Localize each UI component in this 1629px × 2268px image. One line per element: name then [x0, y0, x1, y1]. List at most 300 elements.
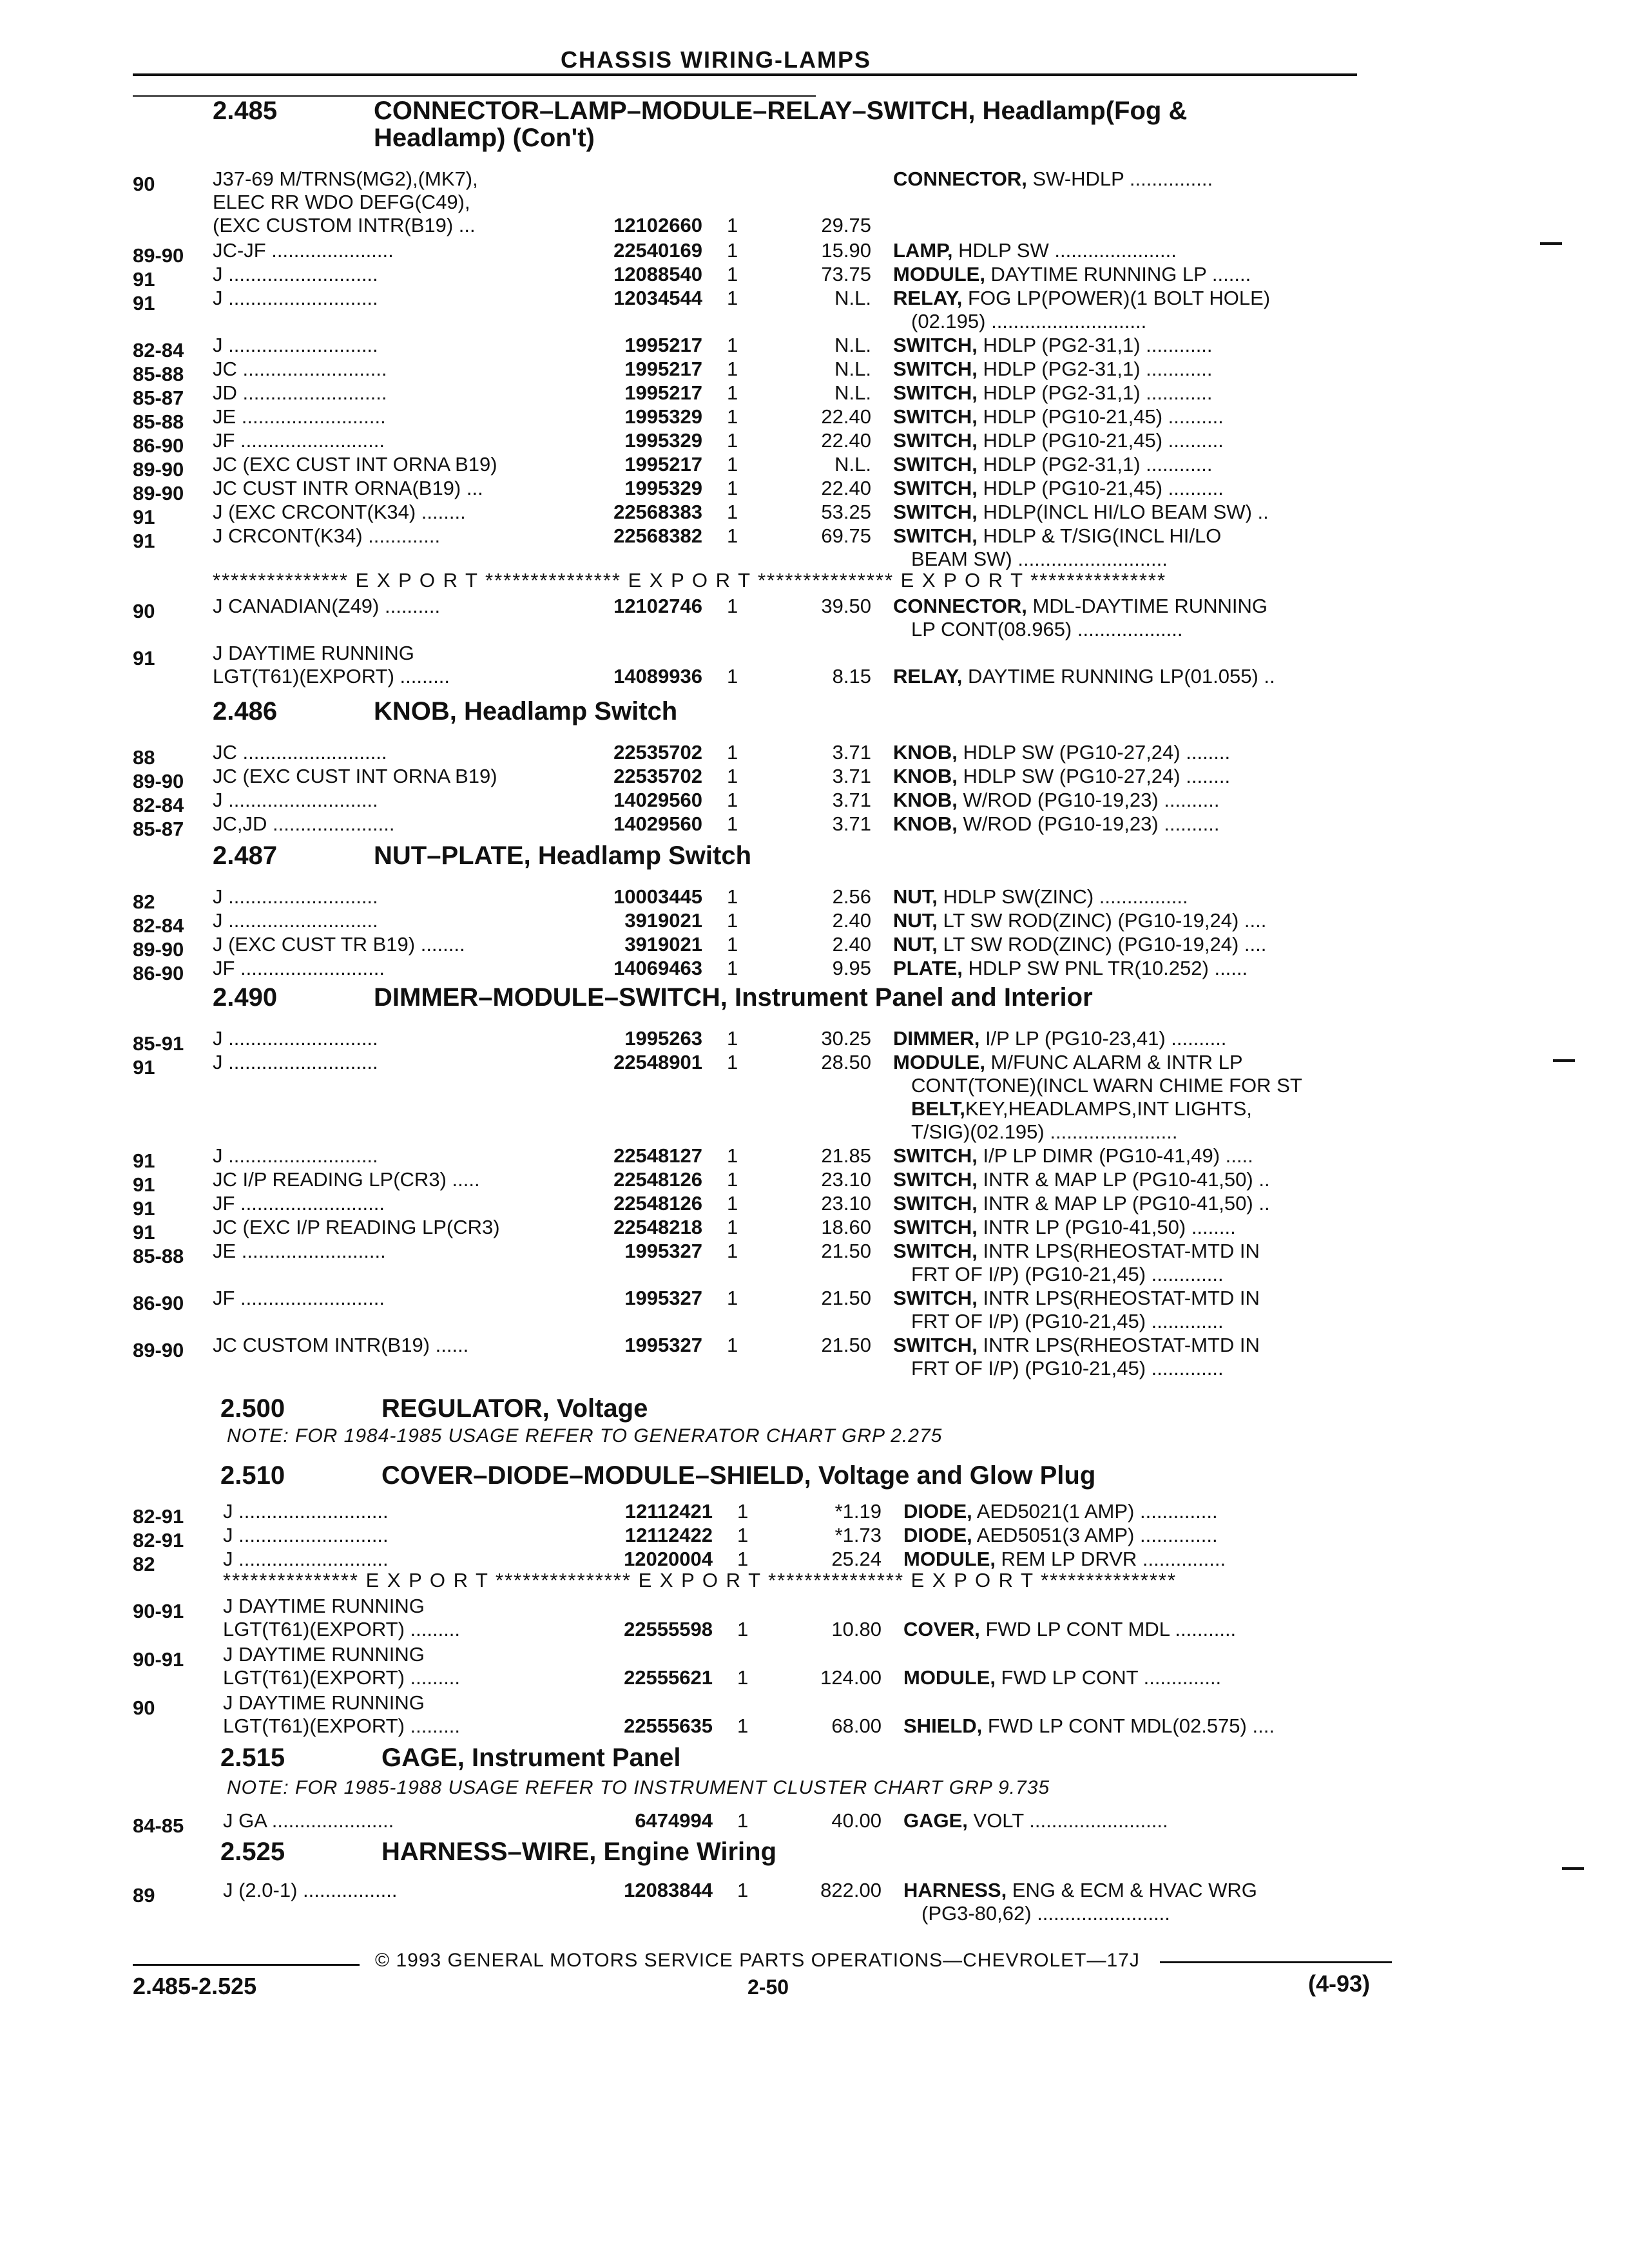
model-code: J ...........................: [213, 1051, 378, 1073]
part-description: MODULE, M/FUNC ALARM & INTR LP: [893, 1051, 1243, 1073]
part-description: KNOB, W/ROD (PG10-19,23) ..........: [893, 812, 1220, 835]
price: 28.50: [821, 1051, 871, 1073]
quantity: 1: [727, 214, 738, 236]
part-number: 1995327: [624, 1334, 702, 1356]
price: N.L.: [834, 453, 871, 476]
model-year: 82-91: [133, 1529, 184, 1552]
quantity: 1: [727, 957, 738, 979]
part-row: [0, 334, 1629, 361]
quantity: 1: [727, 429, 738, 452]
part-number: 22555635: [624, 1715, 713, 1737]
quantity: 1: [727, 1168, 738, 1191]
price: 73.75: [821, 263, 871, 285]
part-number: 1995327: [624, 1287, 702, 1309]
quantity: 1: [727, 1192, 738, 1215]
part-row: [0, 1334, 1629, 1380]
part-description: SWITCH, INTR & MAP LP (PG10-41,50) ..: [893, 1168, 1270, 1191]
model-year: 82-84: [133, 794, 184, 816]
quantity: 1: [727, 1027, 738, 1050]
model-code: JC-JF ......................: [213, 239, 394, 262]
model-code: J ...........................: [213, 1144, 378, 1167]
quantity: 1: [727, 789, 738, 811]
part-row: [0, 263, 1629, 291]
quantity: 1: [737, 1809, 749, 1832]
part-row: [0, 642, 1629, 688]
part-number: 1995217: [624, 358, 702, 380]
part-number: 22555598: [624, 1618, 713, 1640]
part-number: 1995217: [624, 334, 702, 356]
footer-page-range: 2.485-2.525: [133, 1973, 257, 1999]
part-description: SWITCH, INTR LP (PG10-41,50) ........: [893, 1216, 1236, 1238]
part-description: (02.195) ............................: [911, 310, 1147, 332]
header-rule: [133, 73, 1357, 76]
quantity: 1: [737, 1618, 749, 1640]
model-code: J (EXC CRCONT(K34) ........: [213, 501, 466, 523]
part-row: [0, 453, 1629, 481]
model-year: 85-87: [133, 387, 184, 409]
price: 22.40: [821, 429, 871, 452]
part-row: [0, 933, 1629, 961]
part-description: KNOB, W/ROD (PG10-19,23) ..........: [893, 789, 1220, 811]
part-number: 14029560: [613, 789, 702, 811]
quantity: 1: [727, 1334, 738, 1356]
quantity: 1: [727, 263, 738, 285]
model-year: 90-91: [133, 1648, 184, 1671]
section-title: COVER–DIODE–MODULE–SHIELD, Voltage and Glow Plug: [381, 1461, 1096, 1490]
model-year: 88: [133, 746, 155, 769]
part-row: [0, 1144, 1629, 1172]
quantity: 1: [727, 1240, 738, 1262]
model-code: J CANADIAN(Z49) ..........: [213, 595, 441, 617]
quantity: 1: [727, 885, 738, 908]
part-description: RELAY, FOG LP(POWER)(1 BOLT HOLE): [893, 287, 1271, 309]
part-number: 1995217: [624, 381, 702, 404]
part-number: 14089936: [613, 665, 702, 687]
model-code: JC CUST INTR ORNA(B19) ...: [213, 477, 483, 499]
section-title: GAGE, Instrument Panel: [381, 1744, 681, 1772]
part-row: [0, 1879, 1629, 1925]
model-code: J ...........................: [213, 789, 378, 811]
model-year: 91: [133, 1056, 155, 1079]
model-year: 82-84: [133, 914, 184, 937]
part-number: 1995329: [624, 429, 702, 452]
price: 22.40: [821, 405, 871, 428]
price: 15.90: [821, 239, 871, 262]
model-code: J ...........................: [213, 263, 378, 285]
part-row: [0, 1216, 1629, 1244]
price: N.L.: [834, 334, 871, 356]
model-year: 89-90: [133, 938, 184, 961]
model-code: J DAYTIME RUNNING: [213, 642, 414, 664]
section-number: 2.487: [213, 841, 278, 870]
model-code: JD ..........................: [213, 381, 387, 404]
part-description: SWITCH, HDLP(INCL HI/LO BEAM SW) ..: [893, 501, 1269, 523]
part-row: [0, 1500, 1629, 1528]
quantity: 1: [727, 239, 738, 262]
model-year: 91: [133, 530, 155, 552]
section-title: DIMMER–MODULE–SWITCH, Instrument Panel and Interior: [374, 983, 1093, 1012]
quantity: 1: [737, 1500, 749, 1523]
quantity: 1: [727, 1051, 738, 1073]
part-number: 22568383: [613, 501, 702, 523]
model-year: 89-90: [133, 244, 184, 267]
footer-revision-date: (4-93): [1308, 1970, 1371, 1997]
part-row: [0, 501, 1629, 528]
part-row: [0, 812, 1629, 840]
part-row: [0, 524, 1629, 571]
part-description: SHIELD, FWD LP CONT MDL(02.575) ....: [903, 1715, 1275, 1737]
section-number: 2.486: [213, 697, 278, 726]
quantity: 1: [727, 405, 738, 428]
footer-copyright: © 1993 GENERAL MOTORS SERVICE PARTS OPERATIONS—CHEVROLET—17J: [375, 1950, 1140, 1971]
model-code: LGT(T61)(EXPORT) .........: [213, 665, 450, 687]
part-row: [0, 909, 1629, 937]
quantity: 1: [727, 812, 738, 835]
model-year: 86-90: [133, 434, 184, 457]
price: 69.75: [821, 524, 871, 547]
model-code: JE ..........................: [213, 405, 386, 428]
price: 18.60: [821, 1216, 871, 1238]
quantity: 1: [727, 524, 738, 547]
part-description: CONNECTOR, MDL-DAYTIME RUNNING: [893, 595, 1268, 617]
part-description: SWITCH, HDLP & T/SIG(INCL HI/LO: [893, 524, 1222, 547]
price: *1.73: [834, 1524, 882, 1546]
part-row: [0, 1027, 1629, 1055]
model-year: 90-91: [133, 1600, 184, 1622]
price: 22.40: [821, 477, 871, 499]
model-year: 91: [133, 647, 155, 669]
part-description: SWITCH, HDLP (PG10-21,45) ..........: [893, 429, 1224, 452]
section-number: 2.490: [213, 983, 278, 1012]
part-description: KNOB, HDLP SW (PG10-27,24) ........: [893, 765, 1231, 787]
quantity: 1: [727, 909, 738, 932]
model-code: J ...........................: [223, 1548, 389, 1570]
model-code: J DAYTIME RUNNING: [223, 1643, 425, 1666]
part-number: 6474994: [635, 1809, 713, 1832]
price: 9.95: [832, 957, 871, 979]
part-number: 3919021: [624, 933, 702, 956]
quantity: 1: [727, 595, 738, 617]
model-code: JF ..........................: [213, 957, 385, 979]
price: 21.50: [821, 1240, 871, 1262]
margin-mark: [1540, 242, 1562, 245]
part-number: 22548901: [613, 1051, 702, 1073]
model-code: JC ..........................: [213, 358, 387, 380]
part-description: SWITCH, HDLP (PG10-21,45) ..........: [893, 477, 1224, 499]
quantity: 1: [727, 933, 738, 956]
model-year: 82-84: [133, 339, 184, 361]
model-code: JF ..........................: [213, 429, 385, 452]
price: 3.71: [832, 789, 871, 811]
model-year: 85-91: [133, 1032, 184, 1055]
quantity: 1: [737, 1548, 749, 1570]
model-year: 91: [133, 1221, 155, 1244]
part-number: 14029560: [613, 812, 702, 835]
price: 39.50: [821, 595, 871, 617]
part-number: 22535702: [613, 765, 702, 787]
part-number: 12088540: [613, 263, 702, 285]
section-note: NOTE: FOR 1985-1988 USAGE REFER TO INSTRUMENT CLUSTER CHART GRP 9.735: [227, 1777, 1050, 1798]
price: N.L.: [834, 358, 871, 380]
part-row: [0, 1168, 1629, 1196]
part-number: 22568382: [613, 524, 702, 547]
part-number: 12112421: [624, 1500, 713, 1523]
model-code: J ...........................: [213, 885, 378, 908]
section-title: REGULATOR, Voltage: [381, 1394, 648, 1423]
part-row: [0, 1287, 1629, 1333]
model-code: J GA ......................: [223, 1809, 394, 1832]
model-year: 91: [133, 1149, 155, 1172]
part-number: 22548218: [613, 1216, 702, 1238]
model-code: J37-69 M/TRNS(MG2),(MK7),: [213, 168, 478, 190]
quantity: 1: [727, 741, 738, 764]
model-year: 89-90: [133, 770, 184, 793]
export-separator: *************** E X P O R T *************** E X P O R T *************** E X P O R T ***************: [223, 1569, 1177, 1591]
model-year: 82: [133, 890, 155, 913]
model-code: J ...........................: [213, 1027, 378, 1050]
part-number: 22548126: [613, 1192, 702, 1215]
quantity: 1: [737, 1879, 749, 1901]
model-year: 82: [133, 1553, 155, 1575]
quantity: 1: [727, 358, 738, 380]
part-number: 22548127: [613, 1144, 702, 1167]
model-year: 90: [133, 600, 155, 622]
part-row: [0, 885, 1629, 913]
model-code: J (2.0-1) .................: [223, 1879, 398, 1901]
part-description: HARNESS, ENG & ECM & HVAC WRG: [903, 1879, 1257, 1901]
price: 21.85: [821, 1144, 871, 1167]
part-row: [0, 1240, 1629, 1286]
model-code: J DAYTIME RUNNING: [223, 1691, 425, 1714]
quantity: 1: [727, 1144, 738, 1167]
part-row: [0, 1643, 1629, 1689]
model-year: 85-88: [133, 363, 184, 385]
model-year: 86-90: [133, 1292, 184, 1314]
part-description: LP CONT(08.965) ...................: [911, 618, 1183, 640]
model-year: 85-88: [133, 410, 184, 433]
price: 3.71: [832, 765, 871, 787]
model-code: (EXC CUSTOM INTR(B19) ...: [213, 214, 476, 236]
part-row: [0, 957, 1629, 985]
quantity: 1: [727, 287, 738, 309]
model-code: JF ..........................: [213, 1287, 385, 1309]
quantity: 1: [727, 381, 738, 404]
part-number: 12112422: [624, 1524, 713, 1546]
model-code: JC CUSTOM INTR(B19) ......: [213, 1334, 469, 1356]
part-description: FRT OF I/P) (PG10-21,45) .............: [911, 1357, 1224, 1379]
part-description: SWITCH, I/P LP DIMR (PG10-41,49) .....: [893, 1144, 1253, 1167]
part-number: 12102746: [613, 595, 702, 617]
part-description: SWITCH, INTR LPS(RHEOSTAT-MTD IN: [893, 1240, 1260, 1262]
part-row: [0, 595, 1629, 641]
price: 25.24: [831, 1548, 882, 1570]
part-number: 12083844: [624, 1879, 713, 1901]
model-year: 89-90: [133, 1339, 184, 1361]
part-row: [0, 1809, 1629, 1837]
quantity: 1: [727, 1287, 738, 1309]
model-code: JC I/P READING LP(CR3) .....: [213, 1168, 480, 1191]
part-description: NUT, LT SW ROD(ZINC) (PG10-19,24) ....: [893, 933, 1267, 956]
footer-rule-right: [1160, 1961, 1392, 1963]
price: 822.00: [820, 1879, 882, 1901]
part-description: MODULE, REM LP DRVR ...............: [903, 1548, 1226, 1570]
model-year: 91: [133, 268, 155, 291]
section-number: 2.485: [213, 97, 278, 125]
part-row: [0, 789, 1629, 816]
price: 2.56: [832, 885, 871, 908]
part-description: NUT, HDLP SW(ZINC) ................: [893, 885, 1188, 908]
part-row: [0, 1595, 1629, 1641]
part-description: SWITCH, HDLP (PG2-31,1) ............: [893, 381, 1213, 404]
part-row: [0, 168, 1629, 237]
model-year: 91: [133, 1173, 155, 1196]
part-row: [0, 1691, 1629, 1738]
export-separator: *************** E X P O R T *************** E X P O R T *************** E X P O R T ***************: [213, 569, 1167, 591]
part-number: 12102660: [613, 214, 702, 236]
price: 8.15: [832, 665, 871, 687]
price: 23.10: [821, 1168, 871, 1191]
part-description: (PG3-80,62) ........................: [921, 1902, 1170, 1925]
section-title-cont: Headlamp) (Con't): [374, 124, 595, 152]
part-description: BEAM SW) ...........................: [911, 548, 1168, 570]
quantity: 1: [737, 1715, 749, 1737]
model-year: 85-87: [133, 818, 184, 840]
price: 2.40: [832, 909, 871, 932]
part-description: MODULE, DAYTIME RUNNING LP .......: [893, 263, 1251, 285]
price: 2.40: [832, 933, 871, 956]
quantity: 1: [727, 665, 738, 687]
part-description: SWITCH, INTR LPS(RHEOSTAT-MTD IN: [893, 1287, 1260, 1309]
model-code: JC (EXC CUST INT ORNA B19): [213, 453, 497, 476]
section-number: 2.515: [220, 1744, 285, 1772]
part-description: SWITCH, HDLP (PG2-31,1) ............: [893, 358, 1213, 380]
part-description: SWITCH, HDLP (PG2-31,1) ............: [893, 453, 1213, 476]
model-code: J ...........................: [213, 334, 378, 356]
model-code: JC (EXC CUST INT ORNA B19): [213, 765, 497, 787]
model-code: JE ..........................: [213, 1240, 386, 1262]
part-number: 10003445: [613, 885, 702, 908]
part-number: 1995327: [624, 1240, 702, 1262]
part-row: [0, 765, 1629, 793]
quantity: 1: [727, 477, 738, 499]
part-description: BELT,KEY,HEADLAMPS,INT LIGHTS,: [911, 1097, 1252, 1120]
part-number: 22540169: [613, 239, 702, 262]
price: 23.10: [821, 1192, 871, 1215]
part-description: T/SIG)(02.195) .......................: [911, 1120, 1178, 1143]
part-description: SWITCH, INTR & MAP LP (PG10-41,50) ..: [893, 1192, 1270, 1215]
model-year: 86-90: [133, 962, 184, 985]
model-code: LGT(T61)(EXPORT) .........: [223, 1666, 461, 1689]
quantity: 1: [727, 501, 738, 523]
page-header-title: CHASSIS WIRING-LAMPS: [561, 46, 872, 73]
part-description: DIODE, AED5021(1 AMP) ..............: [903, 1500, 1218, 1523]
part-number: 1995217: [624, 453, 702, 476]
part-row: [0, 287, 1629, 333]
model-year: 91: [133, 506, 155, 528]
part-row: [0, 405, 1629, 433]
model-code: LGT(T61)(EXPORT) .........: [223, 1715, 461, 1737]
model-code: JF ..........................: [213, 1192, 385, 1215]
part-description: SWITCH, HDLP (PG10-21,45) ..........: [893, 405, 1224, 428]
part-row: [0, 358, 1629, 385]
part-number: 1995329: [624, 405, 702, 428]
part-row: [0, 477, 1629, 505]
price: *1.19: [834, 1500, 882, 1523]
model-year: 90: [133, 1696, 155, 1719]
model-code: JC (EXC I/P READING LP(CR3): [213, 1216, 500, 1238]
part-number: 12020004: [624, 1548, 713, 1570]
part-description: FRT OF I/P) (PG10-21,45) .............: [911, 1263, 1224, 1285]
price: 40.00: [831, 1809, 882, 1832]
part-description: RELAY, DAYTIME RUNNING LP(01.055) ..: [893, 665, 1275, 687]
part-row: [0, 381, 1629, 409]
section-number: 2.510: [220, 1461, 285, 1490]
section-note: NOTE: FOR 1984-1985 USAGE REFER TO GENERATOR CHART GRP 2.275: [227, 1425, 943, 1446]
part-number: 22535702: [613, 741, 702, 764]
price: 68.00: [831, 1715, 882, 1737]
model-code: J ...........................: [213, 287, 378, 309]
model-year: 89-90: [133, 482, 184, 505]
model-code: ELEC RR WDO DEFG(C49),: [213, 191, 470, 213]
part-number: 1995263: [624, 1027, 702, 1050]
model-year: 85-88: [133, 1245, 184, 1267]
model-year: 90: [133, 173, 155, 195]
model-year: 91: [133, 292, 155, 314]
part-description: KNOB, HDLP SW (PG10-27,24) ........: [893, 741, 1231, 764]
price: N.L.: [834, 287, 871, 309]
part-description: CONT(TONE)(INCL WARN CHIME FOR ST: [911, 1074, 1302, 1097]
quantity: 1: [727, 453, 738, 476]
model-year: 89-90: [133, 458, 184, 481]
quantity: 1: [727, 1216, 738, 1238]
quantity: 1: [727, 334, 738, 356]
part-number: 14069463: [613, 957, 702, 979]
footer-rule-left: [133, 1964, 360, 1966]
price: 3.71: [832, 741, 871, 764]
part-row: [0, 1051, 1629, 1144]
part-number: 12034544: [613, 287, 702, 309]
section-title: KNOB, Headlamp Switch: [374, 697, 678, 726]
margin-mark: [1553, 1059, 1575, 1062]
part-description: CONNECTOR, SW-HDLP ...............: [893, 168, 1213, 190]
part-number: 1995329: [624, 477, 702, 499]
model-year: 91: [133, 1197, 155, 1220]
model-code: J ...........................: [223, 1524, 389, 1546]
part-number: 22548126: [613, 1168, 702, 1191]
part-description: DIODE, AED5051(3 AMP) ..............: [903, 1524, 1218, 1546]
price: 53.25: [821, 501, 871, 523]
part-description: SWITCH, HDLP (PG2-31,1) ............: [893, 334, 1213, 356]
section-title: NUT–PLATE, Headlamp Switch: [374, 841, 752, 870]
part-number: 22555621: [624, 1666, 713, 1689]
model-code: J (EXC CUST TR B19) ........: [213, 933, 465, 956]
price: N.L.: [834, 381, 871, 404]
model-year: 82-91: [133, 1505, 184, 1528]
part-description: SWITCH, INTR LPS(RHEOSTAT-MTD IN: [893, 1334, 1260, 1356]
model-code: J ...........................: [213, 909, 378, 932]
model-year: 89: [133, 1884, 155, 1907]
part-description: LAMP, HDLP SW ......................: [893, 239, 1177, 262]
part-description: NUT, LT SW ROD(ZINC) (PG10-19,24) ....: [893, 909, 1267, 932]
section-number: 2.500: [220, 1394, 285, 1423]
model-code: JC ..........................: [213, 741, 387, 764]
section-title: HARNESS–WIRE, Engine Wiring: [381, 1838, 777, 1866]
price: 21.50: [821, 1334, 871, 1356]
price: 30.25: [821, 1027, 871, 1050]
margin-mark: [1562, 1867, 1584, 1870]
price: 10.80: [831, 1618, 882, 1640]
part-number: 3919021: [624, 909, 702, 932]
